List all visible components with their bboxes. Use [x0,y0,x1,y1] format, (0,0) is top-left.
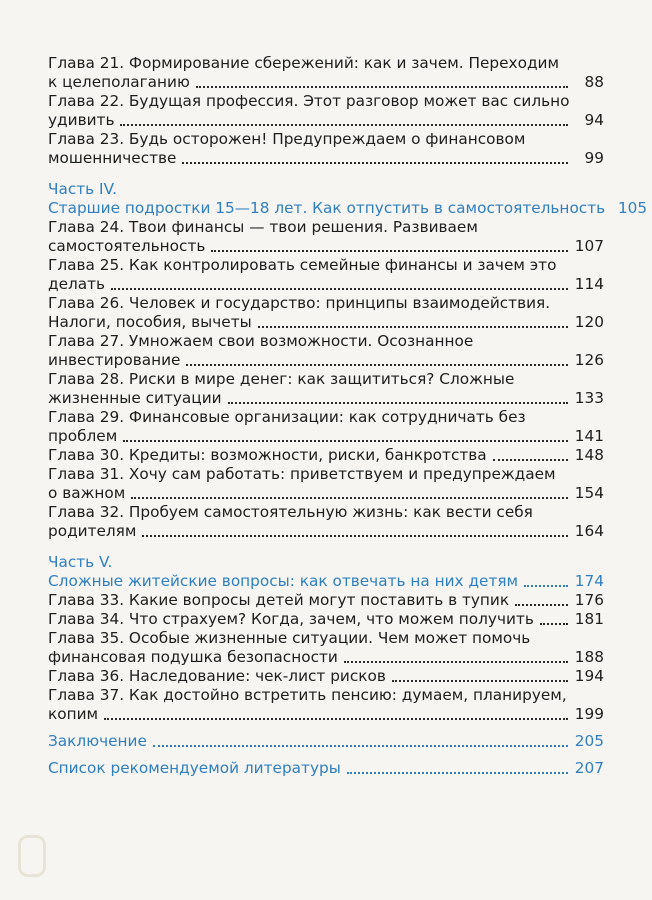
toc-entry-ch27 [48,332,604,370]
toc-entry-ch22 [48,92,604,130]
toc-entry-title: Глава 23. Будь осторожен! Предупреждаем о финансовом [48,130,526,148]
toc-entry-title: Глава 32. Пробуем самостоятельную жизнь: как вести себя [48,503,533,521]
conclusion-title: Заключение [48,732,147,750]
dot-leader [153,744,568,747]
toc-entry-title-cont: мошенничестве [48,149,177,167]
toc-entry-ch23 [48,130,604,168]
toc-entry-ch31 [48,465,604,503]
toc-entry-ch28 [48,370,604,408]
dot-leader [196,85,568,88]
dot-leader [524,584,568,587]
page-number: 114 [574,275,604,293]
toc-literature [48,759,604,778]
page-number: 141 [574,427,604,445]
dot-leader [142,534,568,537]
toc-entry-title: Глава 24. Твои финансы — твои решения. Развиваем [48,218,478,236]
dot-leader [258,325,568,328]
toc-entry-title-cont: самостоятельность [48,237,206,255]
toc-entry-title-cont: удивить [48,111,115,129]
dot-leader [131,496,568,499]
page-number: 107 [574,237,604,255]
toc-entry-ch36 [48,667,604,686]
page-number: 176 [574,591,604,609]
toc-entry-ch25 [48,256,604,294]
toc-entry-ch26 [48,294,604,332]
toc-entry-ch35 [48,629,604,667]
page-number: 174 [574,572,604,590]
dot-leader [123,439,568,442]
toc-entry-title: Глава 26. Человек и государство: принципы взаимодействия. [48,294,551,312]
toc-entry-title: Глава 35. Особые жизненные ситуации. Чем может помочь [48,629,531,647]
page-number: 194 [574,667,604,685]
toc-entry-title: Глава 25. Как контролировать семейные финансы и зачем это [48,256,557,274]
toc-entry-ch34 [48,610,604,629]
toc-entry-title-cont: о важном [48,484,126,502]
toc-entry-title: Глава 22. Будущая профессия. Этот разговор может вас сильно [48,92,570,110]
toc-entry-title-cont: жизненные ситуации [48,389,222,407]
toc-part-4 [48,180,648,218]
toc-part-5 [48,553,604,591]
toc-entry-ch37 [48,686,604,724]
toc-entry-title: Глава 30. Кредиты: возможности, риски, банкротства [48,446,487,464]
toc-entry-title-cont: финансовая подушка безопасности [48,648,338,666]
dot-leader [540,622,568,625]
dot-leader [104,717,568,720]
toc-entry-title-cont: Налоги, пособия, вычеты [48,313,252,331]
toc-entry-title-cont: к целеполаганию [48,73,190,91]
toc-entry-title-cont: проблем [48,427,118,445]
toc-conclusion [48,732,604,751]
toc-entry-ch24 [48,218,604,256]
page-number: 148 [574,446,604,464]
toc-entry-title: Глава 31. Хочу сам работать: приветствуем и предупреждаем [48,465,556,483]
toc-entry-title: Глава 37. Как достойно встретить пенсию: думаем, планируем, [48,686,567,704]
toc-entry-title: Глава 34. Что страхуем? Когда, зачем, что можем получить [48,610,534,628]
page-corner-mark [18,835,46,877]
toc-entry-title: Глава 36. Наследование: чек-лист рисков [48,667,386,685]
part-title: Старшие подростки 15—18 лет. Как отпустить в самостоятельность [48,199,606,217]
toc-entry-title-cont: родителям [48,522,137,540]
dot-leader [344,660,568,663]
page-number: 188 [574,648,604,666]
dot-leader [211,249,568,252]
toc-entry-title: Глава 33. Какие вопросы детей могут поставить в тупик [48,591,510,609]
page-number: 99 [584,149,604,167]
toc-entry-title: Глава 21. Формирование сбережений: как и зачем. Переходим [48,54,560,72]
page-number: 120 [574,313,604,331]
part-label: Часть IV. [48,180,117,198]
toc-entry-title: Глава 28. Риски в мире денег: как защититься? Сложные [48,370,515,388]
toc-entry-ch32 [48,503,604,541]
toc-entry-title-cont: копим [48,705,99,723]
page-number: 88 [584,73,604,91]
dot-leader [347,771,568,774]
page-number: 181 [574,610,604,628]
page-number: 207 [574,759,604,777]
dot-leader [120,123,568,126]
page-number: 205 [574,732,604,750]
table-of-contents [48,54,648,778]
dot-leader [186,363,568,366]
dot-leader [182,161,568,164]
toc-entry-ch29 [48,408,604,446]
literature-title: Список рекомендуемой литературы [48,759,341,777]
toc-entry-title-cont: делать [48,275,106,293]
toc-entry-ch33 [48,591,604,610]
toc-entry-title: Глава 29. Финансовые организации: как сотрудничать без [48,408,526,426]
part-title: Сложные житейские вопросы: как отвечать на них детям [48,572,519,590]
dot-leader [228,401,568,404]
page-number: 199 [574,705,604,723]
page-number: 105 [617,199,648,217]
dot-leader [493,458,568,461]
dot-leader [392,679,568,682]
toc-entry-title-cont: инвестирование [48,351,181,369]
part-label: Часть V. [48,553,113,571]
page-number: 126 [574,351,604,369]
dot-leader [515,603,568,606]
page-number: 94 [584,111,604,129]
page-number: 133 [574,389,604,407]
dot-leader [111,287,568,290]
toc-entry-ch21 [48,54,604,92]
page-number: 164 [574,522,604,540]
toc-entry-title: Глава 27. Умножаем свои возможности. Осознанное [48,332,474,350]
page-number: 154 [574,484,604,502]
toc-entry-ch30 [48,446,604,465]
